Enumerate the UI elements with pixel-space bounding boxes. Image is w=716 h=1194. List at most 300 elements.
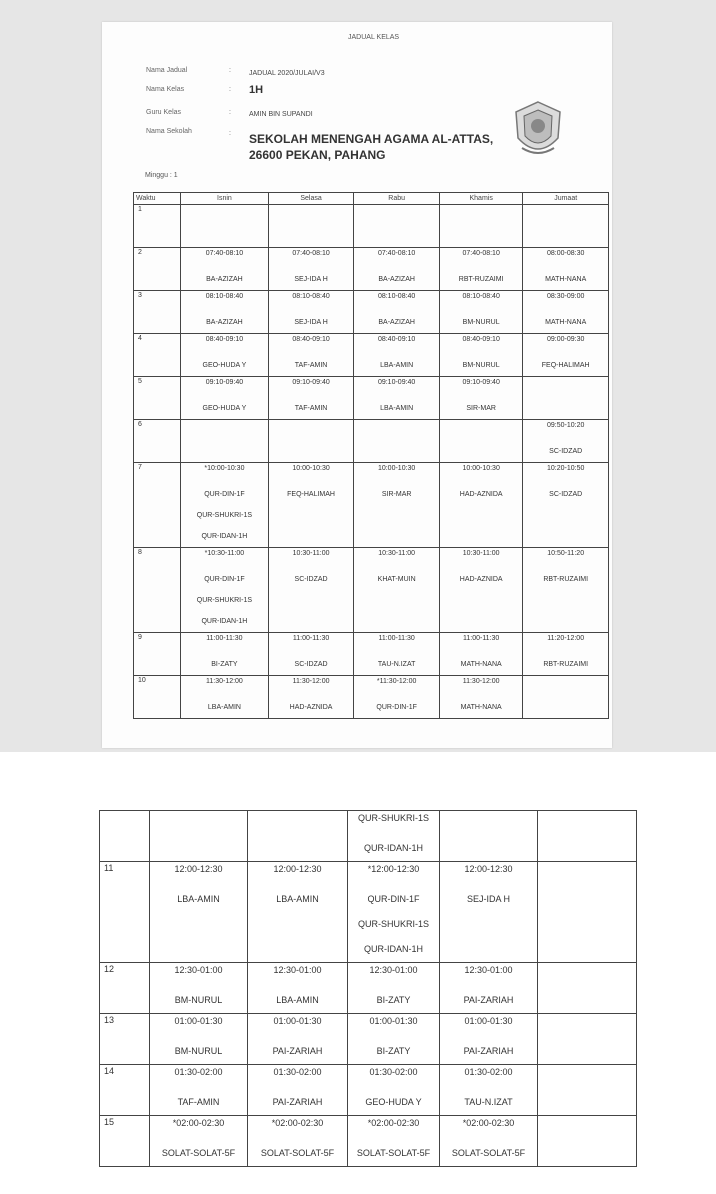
empty-line <box>150 811 247 836</box>
period-time: 07:40-08:10 <box>205 250 244 257</box>
subject-teacher: LBA-AMIN <box>380 362 414 369</box>
empty-line <box>354 205 439 226</box>
subject-teacher: SEJ-IDA H <box>294 319 328 326</box>
empty-line <box>354 226 439 247</box>
period-time: *02:00-02:30 <box>172 1118 225 1128</box>
period-time: 01:30-02:00 <box>464 1067 513 1077</box>
field-label-nama-kelas: Nama Kelas <box>146 86 185 93</box>
empty-line <box>150 912 247 937</box>
subject-teacher: SOLAT-SOLAT-5F <box>260 1148 335 1158</box>
period-time: 09:10-09:40 <box>462 379 500 386</box>
empty-line <box>150 937 247 962</box>
period-time: 08:30-09:00 <box>547 293 585 300</box>
empty-line <box>523 590 608 611</box>
timetable-cell <box>268 334 354 377</box>
subject-teacher: QUR-IDAN-1H <box>201 618 248 625</box>
subject-teacher: FEQ-HALIMAH <box>287 491 335 498</box>
subject-teacher: QUR-IDAN-1H <box>201 533 248 540</box>
period-time: 12:30-01:00 <box>369 965 418 975</box>
empty-line <box>269 420 354 441</box>
subject-teacher: BI-ZATY <box>376 995 411 1005</box>
empty-line <box>538 862 636 887</box>
empty-line <box>269 441 354 462</box>
timetable-cell <box>150 1014 248 1065</box>
subject-teacher: BA-AZIZAH <box>206 276 243 283</box>
period-number: 7 <box>134 463 181 548</box>
timetable-cell <box>354 676 440 719</box>
timetable-cell <box>439 420 522 463</box>
header-isnin: Isnin <box>181 193 269 205</box>
timetable-cell <box>354 334 440 377</box>
subject-teacher: SOLAT-SOLAT-5F <box>356 1148 431 1158</box>
subject-teacher: MATH-NANA <box>545 319 587 326</box>
timetable-cell <box>150 963 248 1014</box>
timetable-cell <box>181 377 269 420</box>
subject-teacher: FEQ-HALIMAH <box>541 362 590 369</box>
period-number <box>100 811 150 862</box>
period-time: 07:40-08:10 <box>292 250 330 257</box>
timetable-cell <box>150 1116 248 1167</box>
period-time: 08:10-08:40 <box>377 293 416 300</box>
timetable-row <box>134 420 609 463</box>
timetable-cell <box>348 862 440 963</box>
timetable-cell <box>181 420 269 463</box>
timetable-cell <box>523 248 609 291</box>
empty-line <box>354 505 439 526</box>
empty-line <box>440 611 522 632</box>
school-name-line-1: SEKOLAH MENENGAH AGAMA AL-ATTAS, <box>249 132 494 146</box>
subject-teacher: QUR-IDAN-1H <box>363 843 423 853</box>
empty-line <box>538 1090 636 1115</box>
empty-line <box>354 590 439 611</box>
field-label-nama-jadual: Nama Jadual <box>146 67 188 74</box>
subject-teacher: BI-ZATY <box>211 661 238 668</box>
subject-teacher: PAI-ZARIAH <box>463 995 514 1005</box>
empty-line <box>523 505 608 526</box>
period-time: 10:50-11:20 <box>547 550 585 557</box>
subject-teacher: HAD-AZNIDA <box>289 704 333 711</box>
period-time: 09:10-09:40 <box>292 379 330 386</box>
subject-teacher: LBA-AMIN <box>177 894 220 904</box>
empty-line <box>523 611 608 632</box>
empty-line <box>248 912 347 937</box>
period-time: 11:30-12:00 <box>205 678 243 685</box>
period-time: 09:10-09:40 <box>205 379 244 386</box>
timetable-cell <box>523 633 609 676</box>
timetable-cell <box>348 963 440 1014</box>
timetable-continued <box>99 810 637 1167</box>
timetable-cell <box>523 548 609 633</box>
empty-line <box>269 611 354 632</box>
field-separator: : <box>229 86 231 93</box>
header-selasa: Selasa <box>268 193 354 205</box>
subject-teacher: BA-AZIZAH <box>206 319 243 326</box>
timetable-cell <box>348 1116 440 1167</box>
timetable-cell <box>248 1014 348 1065</box>
timetable-cell <box>354 377 440 420</box>
timetable-row <box>134 676 609 719</box>
timetable-cell <box>248 1065 348 1116</box>
empty-line <box>181 420 268 441</box>
empty-line <box>440 912 537 937</box>
timetable-cell <box>538 1014 637 1065</box>
timetable-header-row <box>134 193 609 205</box>
timetable-cell <box>523 676 609 719</box>
period-time: 07:40-08:10 <box>462 250 500 257</box>
period-time: *02:00-02:30 <box>271 1118 324 1128</box>
empty-line <box>354 441 439 462</box>
empty-line <box>538 887 636 912</box>
period-number: 5 <box>134 377 181 420</box>
subject-teacher: BM-NURUL <box>174 1046 223 1056</box>
field-label-nama-sekolah: Nama Sekolah <box>146 128 192 135</box>
empty-line <box>523 377 608 398</box>
field-value-nama-kelas: 1H <box>249 84 264 96</box>
empty-line <box>538 1141 636 1166</box>
timetable-cell <box>538 1116 637 1167</box>
timetable-cell <box>268 463 354 548</box>
timetable-cell <box>354 205 440 248</box>
timetable-cell <box>439 463 522 548</box>
empty-line <box>248 836 347 861</box>
timetable-cell <box>538 1065 637 1116</box>
empty-line <box>269 590 354 611</box>
period-time: 12:30-01:00 <box>174 965 223 975</box>
timetable-cell <box>348 811 440 862</box>
period-time: 08:40-09:10 <box>205 336 244 343</box>
timetable-cell <box>268 205 354 248</box>
subject-teacher: MATH-NANA <box>460 704 502 711</box>
subject-teacher: BM-NURUL <box>174 995 223 1005</box>
field-label-guru-kelas: Guru Kelas <box>146 109 182 116</box>
subject-teacher: BM-NURUL <box>462 362 500 369</box>
subject-teacher: SIR-MAR <box>381 491 412 498</box>
timetable-cell <box>523 334 609 377</box>
period-time: 09:50-10:20 <box>547 422 585 429</box>
subject-teacher: QUR-DIN-1F <box>376 704 417 711</box>
timetable-cell <box>268 676 354 719</box>
subject-teacher: SC-IDZAD <box>294 661 328 668</box>
timetable-cell <box>354 291 440 334</box>
timetable-cell <box>248 862 348 963</box>
period-time: 08:10-08:40 <box>205 293 244 300</box>
period-time: 10:30-11:00 <box>462 550 500 557</box>
subject-teacher: TAF-AMIN <box>294 405 328 412</box>
empty-line <box>248 811 347 836</box>
timetable-cell <box>348 1065 440 1116</box>
timetable-cell <box>439 248 522 291</box>
empty-line <box>538 1065 636 1090</box>
subject-teacher: BA-AZIZAH <box>378 276 415 283</box>
period-number: 2 <box>134 248 181 291</box>
timetable-row <box>100 1065 637 1116</box>
timetable-cell <box>181 548 269 633</box>
timetable-cell <box>181 633 269 676</box>
school-name-line-2: 26600 PEKAN, PAHANG <box>249 148 386 162</box>
empty-line <box>440 420 522 441</box>
period-time: 01:00-01:30 <box>273 1016 322 1026</box>
timetable-row <box>100 1116 637 1167</box>
period-number: 11 <box>100 862 150 963</box>
empty-line <box>538 811 636 836</box>
empty-line <box>440 441 522 462</box>
subject-teacher: TAU-N.IZAT <box>464 1097 513 1107</box>
period-number: 15 <box>100 1116 150 1167</box>
empty-line <box>181 441 268 462</box>
timetable-cell <box>268 420 354 463</box>
timetable-cell <box>440 1065 538 1116</box>
timetable-row <box>100 1014 637 1065</box>
timetable-cell <box>523 291 609 334</box>
period-number: 6 <box>134 420 181 463</box>
timetable-cell <box>523 420 609 463</box>
timetable-row <box>134 377 609 420</box>
timetable-cell <box>268 548 354 633</box>
subject-teacher: HAD-AZNIDA <box>459 491 503 498</box>
empty-line <box>181 205 268 226</box>
period-time: 09:10-09:40 <box>377 379 416 386</box>
period-number: 13 <box>100 1014 150 1065</box>
subject-teacher: RBT-RUZAIMI <box>543 661 589 668</box>
period-time: 08:40-09:10 <box>462 336 500 343</box>
subject-teacher: TAU-N.IZAT <box>377 661 416 668</box>
period-number: 3 <box>134 291 181 334</box>
period-time: 12:00-12:30 <box>273 864 322 874</box>
empty-line <box>538 1116 636 1141</box>
period-time: *12:00-12:30 <box>367 864 420 874</box>
timetable-cell <box>439 633 522 676</box>
period-time: *10:30-11:00 <box>204 550 245 557</box>
period-time: 09:00-09:30 <box>547 336 585 343</box>
period-time: 07:40-08:10 <box>377 250 416 257</box>
document-page-2 <box>0 752 716 1194</box>
period-time: 10:00-10:30 <box>462 465 500 472</box>
period-time: 11:00-11:30 <box>206 635 243 642</box>
timetable-cell <box>354 248 440 291</box>
empty-line <box>523 226 608 247</box>
period-time: 08:10-08:40 <box>462 293 500 300</box>
empty-line <box>354 420 439 441</box>
empty-line <box>538 912 636 937</box>
empty-line <box>181 226 268 247</box>
subject-teacher: TAF-AMIN <box>294 362 328 369</box>
period-number: 9 <box>134 633 181 676</box>
timetable-cell <box>268 633 354 676</box>
empty-line <box>269 505 354 526</box>
timetable-cell <box>538 963 637 1014</box>
empty-line <box>440 526 522 547</box>
subject-teacher: MATH-NANA <box>545 276 587 283</box>
period-time: 10:30-11:00 <box>378 550 416 557</box>
empty-line <box>269 526 354 547</box>
period-number: 8 <box>134 548 181 633</box>
timetable-row <box>134 463 609 548</box>
empty-line <box>440 505 522 526</box>
timetable-cell <box>181 205 269 248</box>
empty-line <box>523 205 608 226</box>
timetable-cell <box>354 463 440 548</box>
period-time: 08:40-09:10 <box>292 336 330 343</box>
subject-teacher: LBA-AMIN <box>276 995 319 1005</box>
subject-teacher: SC-IDZAD <box>549 491 583 498</box>
empty-line <box>523 398 608 419</box>
period-time: *02:00-02:30 <box>367 1118 420 1128</box>
field-separator: : <box>229 109 231 116</box>
school-crest-icon <box>510 98 566 162</box>
timetable-cell <box>181 463 269 548</box>
timetable-cell <box>440 1014 538 1065</box>
timetable-row <box>134 291 609 334</box>
subject-teacher: PAI-ZARIAH <box>463 1046 514 1056</box>
subject-teacher: BA-AZIZAH <box>378 319 415 326</box>
empty-line <box>440 590 522 611</box>
subject-teacher: SC-IDZAD <box>549 448 583 455</box>
subject-teacher: QUR-DIN-1F <box>204 491 245 498</box>
period-time: 12:30-01:00 <box>273 965 322 975</box>
subject-teacher: TAF-AMIN <box>177 1097 220 1107</box>
timetable-cell <box>523 463 609 548</box>
period-number: 1 <box>134 205 181 248</box>
timetable-cell <box>181 676 269 719</box>
header-rabu: Rabu <box>354 193 440 205</box>
period-time: 11:20-12:00 <box>547 635 585 642</box>
empty-line <box>354 611 439 632</box>
period-time: *02:00-02:30 <box>462 1118 515 1128</box>
period-time: 01:30-02:00 <box>369 1067 418 1077</box>
subject-teacher: QUR-DIN-1F <box>367 894 420 904</box>
timetable-cell <box>181 334 269 377</box>
empty-line <box>538 836 636 861</box>
subject-teacher: SIR-MAR <box>466 405 496 412</box>
timetable-cell <box>523 377 609 420</box>
timetable-cell <box>440 811 538 862</box>
timetable-cell <box>440 862 538 963</box>
period-time: 11:00-11:30 <box>292 635 330 642</box>
field-value-guru-kelas: AMIN BIN SUPANDI <box>249 111 313 118</box>
period-time: 01:30-02:00 <box>174 1067 223 1077</box>
timetable-cell <box>268 377 354 420</box>
period-time: 11:30-12:00 <box>462 678 500 685</box>
empty-line <box>440 226 522 247</box>
period-time: 11:00-11:30 <box>378 635 415 642</box>
subject-teacher: QUR-SHUKRI-1S <box>196 512 253 519</box>
period-number: 10 <box>134 676 181 719</box>
empty-line <box>269 226 354 247</box>
empty-line <box>248 937 347 962</box>
empty-line <box>269 205 354 226</box>
timetable-cell <box>440 1116 538 1167</box>
timetable-row <box>134 334 609 377</box>
field-value-nama-jadual: JADUAL 2020/JULAI/V3 <box>249 70 325 77</box>
header-waktu: Waktu <box>134 193 181 205</box>
field-separator: : <box>229 130 231 137</box>
timetable-cell <box>538 862 637 963</box>
timetable-cell <box>354 548 440 633</box>
timetable-cell <box>248 963 348 1014</box>
empty-line <box>354 526 439 547</box>
subject-teacher: BM-NURUL <box>462 319 500 326</box>
timetable-cell <box>439 205 522 248</box>
header-jumaat: Jumaat <box>523 193 609 205</box>
timetable-cell <box>268 291 354 334</box>
empty-line <box>538 1039 636 1064</box>
week-label: Minggu : 1 <box>145 172 178 179</box>
timetable-row <box>100 811 637 862</box>
subject-teacher: SC-IDZAD <box>294 576 328 583</box>
empty-line <box>523 676 608 697</box>
empty-line <box>523 697 608 718</box>
empty-line <box>538 963 636 988</box>
subject-teacher: KHAT-MUIN <box>377 576 416 583</box>
subject-teacher: SOLAT-SOLAT-5F <box>451 1148 526 1158</box>
empty-line <box>150 836 247 861</box>
period-time: 12:00-12:30 <box>174 864 223 874</box>
empty-line <box>440 205 522 226</box>
period-time: 10:00-10:30 <box>377 465 416 472</box>
empty-line <box>538 937 636 962</box>
period-time: 08:40-09:10 <box>377 336 416 343</box>
empty-line <box>440 937 537 962</box>
timetable-row <box>100 963 637 1014</box>
subject-teacher: GEO-HUDA Y <box>202 362 247 369</box>
timetable-cell <box>354 420 440 463</box>
subject-teacher: LBA-AMIN <box>207 704 241 711</box>
timetable-cell <box>248 811 348 862</box>
subject-teacher: LBA-AMIN <box>276 894 319 904</box>
timetable-cell <box>439 377 522 420</box>
timetable-cell <box>150 862 248 963</box>
timetable-cell <box>440 963 538 1014</box>
subject-teacher: GEO-HUDA Y <box>365 1097 422 1107</box>
period-time: 01:00-01:30 <box>464 1016 513 1026</box>
period-time: 11:00-11:30 <box>462 635 500 642</box>
subject-teacher: PAI-ZARIAH <box>272 1097 323 1107</box>
empty-line <box>538 1014 636 1039</box>
timetable <box>133 192 609 719</box>
empty-line <box>523 526 608 547</box>
subject-teacher: MATH-NANA <box>460 661 502 668</box>
empty-line <box>440 811 537 836</box>
period-time: 08:10-08:40 <box>292 293 330 300</box>
timetable-row <box>134 633 609 676</box>
subject-teacher: SEJ-IDA H <box>466 894 510 904</box>
period-time: 10:00-10:30 <box>292 465 330 472</box>
empty-line <box>440 836 537 861</box>
period-time: *11:30-12:00 <box>376 678 417 685</box>
period-time: 10:30-11:00 <box>292 550 330 557</box>
timetable-row <box>134 205 609 248</box>
subject-teacher: QUR-SHUKRI-1S <box>196 597 253 604</box>
period-time: 11:30-12:00 <box>292 678 330 685</box>
subject-teacher: RBT-RUZAIMI <box>458 276 504 283</box>
subject-teacher: QUR-SHUKRI-1S <box>357 919 429 929</box>
timetable-cell <box>523 205 609 248</box>
timetable-cell <box>439 291 522 334</box>
subject-teacher: SEJ-IDA H <box>294 276 328 283</box>
subject-teacher: QUR-DIN-1F <box>204 576 245 583</box>
timetable-cell <box>538 811 637 862</box>
timetable-cell <box>439 676 522 719</box>
period-number: 12 <box>100 963 150 1014</box>
timetable-row <box>134 248 609 291</box>
timetable-row <box>100 862 637 963</box>
period-time: 01:00-01:30 <box>369 1016 418 1026</box>
period-number: 14 <box>100 1065 150 1116</box>
period-time: 01:00-01:30 <box>174 1016 223 1026</box>
timetable-row <box>134 548 609 633</box>
header-khamis: Khamis <box>439 193 522 205</box>
timetable-cell <box>354 633 440 676</box>
